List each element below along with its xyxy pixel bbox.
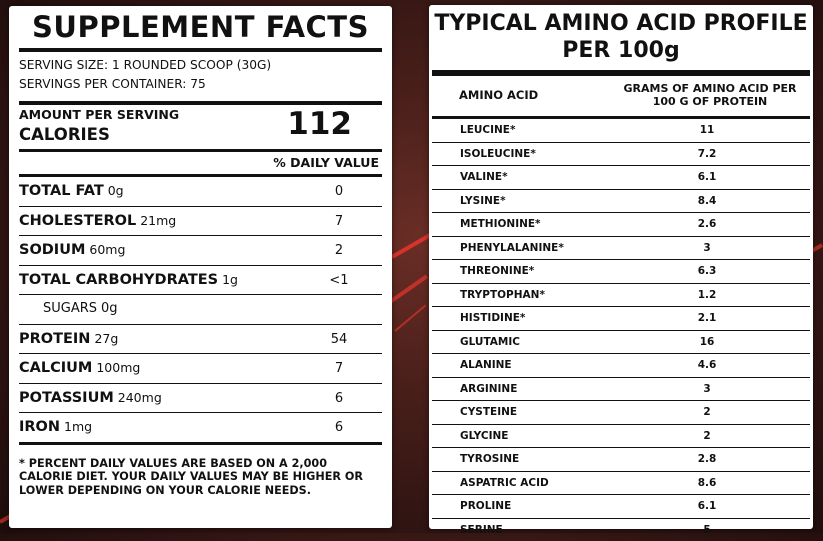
nutrient-row-potassium [19, 383, 382, 413]
amino-name: VALINE* [460, 171, 508, 183]
amino-value: 4.6 [677, 359, 737, 371]
amino-row [432, 143, 810, 167]
amino-value: 2.8 [677, 453, 737, 465]
amino-value: 5 [677, 524, 737, 536]
amino-row [432, 284, 810, 308]
amino-row [432, 448, 810, 472]
amino-value: 3 [677, 242, 737, 254]
amino-name: SERINE [460, 524, 503, 536]
amino-value: 2 [677, 406, 737, 418]
amino-name: LEUCINE* [460, 124, 515, 136]
amino-name: TRYPTOPHAN* [460, 289, 545, 301]
amino-value: 2 [677, 430, 737, 442]
nutrient-row-cholesterol [19, 206, 382, 236]
bg-stripe [394, 305, 426, 332]
amino-value: 16 [677, 336, 737, 348]
amino-value: 8.6 [677, 477, 737, 489]
nutrient-row-iron [19, 412, 382, 445]
amino-row [432, 260, 810, 284]
nutrient-name: CHOLESTEROL [19, 213, 136, 229]
amino-name: GLUTAMIC [460, 336, 520, 348]
nutrient-name: PROTEIN [19, 331, 90, 347]
nutrient-dv: 54 [319, 332, 359, 347]
amino-name: HISTIDINE* [460, 312, 525, 324]
amino-row [432, 401, 810, 425]
nutrient-name: TOTAL CARBOHYDRATES [19, 272, 218, 288]
nutrient-dv: 7 [319, 214, 359, 229]
amino-name: THREONINE* [460, 265, 534, 277]
nutrient-name: CALCIUM [19, 360, 92, 376]
amino-name: ASPATRIC ACID [460, 477, 549, 489]
amino-value: 3 [677, 383, 737, 395]
bg-stripe [389, 275, 428, 304]
nutrient-name: TOTAL FAT [19, 183, 104, 199]
nutrient-row-sodium [19, 235, 382, 265]
nutrient-amount: 60mg [89, 242, 125, 257]
amino-name: LYSINE* [460, 195, 506, 207]
amino-table-header [432, 76, 810, 116]
amino-value: 6.1 [677, 171, 737, 183]
amino-profile-title [429, 5, 813, 70]
amino-value: 7.2 [677, 148, 737, 160]
column-header-grams-line1: GRAMS OF AMINO ACID PER [610, 82, 810, 95]
amino-name: ARGININE [460, 383, 517, 395]
nutrient-name: SUGARS [43, 301, 97, 316]
nutrient-dv: <1 [319, 273, 359, 288]
amino-name: METHIONINE* [460, 218, 541, 230]
amino-value: 11 [677, 124, 737, 136]
nutrient-name: SODIUM [19, 242, 85, 258]
amino-acid-profile-panel [429, 5, 813, 529]
amino-profile-title-line2: PER 100g [429, 37, 813, 64]
nutrient-name: POTASSIUM [19, 390, 114, 406]
amino-row [432, 519, 810, 541]
amino-value: 8.4 [677, 195, 737, 207]
amino-row [432, 213, 810, 237]
amino-name: PROLINE [460, 500, 511, 512]
nutrient-amount: 27g [94, 331, 118, 346]
nutrient-row-protein [19, 324, 382, 354]
amino-value: 6.3 [677, 265, 737, 277]
amino-row [432, 354, 810, 378]
amino-row [432, 472, 810, 496]
amino-name: CYSTEINE [460, 406, 517, 418]
amino-name: PHENYLALANINE* [460, 242, 564, 254]
nutrient-amount: 1mg [64, 419, 92, 434]
nutrient-dv: 6 [319, 420, 359, 435]
nutrient-amount: 21mg [140, 213, 176, 228]
calories-value: 112 [287, 106, 352, 142]
daily-value-footnote: * PERCENT DAILY VALUES ARE BASED ON A 2,000 CALORIE DIET. YOUR DAILY VALUES MAY BE HIGHER OR LOWER DEPENDING ON YOUR CALORIE NEEDS. [19, 457, 382, 498]
calories-label: CALORIES [19, 125, 110, 144]
serving-info [19, 52, 382, 94]
nutrient-dv: 0 [319, 184, 359, 199]
amino-name: ALANINE [460, 359, 512, 371]
nutrient-amount: 100mg [96, 360, 140, 375]
amount-per-serving-label: AMOUNT PER SERVING [19, 107, 179, 122]
nutrient-amount: 0g [108, 183, 124, 198]
column-header-amino-acid: AMINO ACID [459, 88, 538, 102]
amino-value: 6.1 [677, 500, 737, 512]
amino-row [432, 190, 810, 214]
supplement-facts-title: SUPPLEMENT FACTS [9, 6, 392, 48]
amino-profile-title-line1: TYPICAL AMINO ACID PROFILE [429, 10, 813, 37]
column-header-grams [610, 82, 810, 108]
amino-value: 1.2 [677, 289, 737, 301]
amino-row [432, 166, 810, 190]
nutrient-amount: 1g [222, 272, 238, 287]
nutrient-amount: 240mg [118, 390, 162, 405]
amino-name: ISOLEUCINE* [460, 148, 536, 160]
calories-block [19, 105, 382, 149]
nutrient-dv: 2 [319, 243, 359, 258]
amino-value: 2.1 [677, 312, 737, 324]
nutrient-row-total-fat [19, 174, 382, 206]
supplement-facts-panel [9, 6, 392, 528]
nutrient-row-calcium [19, 353, 382, 383]
amino-row [432, 331, 810, 355]
amino-row [432, 307, 810, 331]
nutrient-dv: 7 [319, 361, 359, 376]
amino-row [432, 495, 810, 519]
amino-row [432, 237, 810, 261]
amino-name: GLYCINE [460, 430, 508, 442]
serving-size: SERVING SIZE: 1 ROUNDED SCOOP (30G) [19, 56, 382, 75]
nutrient-amount: 0g [101, 301, 118, 316]
amino-value: 2.6 [677, 218, 737, 230]
servings-per-container: SERVINGS PER CONTAINER: 75 [19, 75, 382, 94]
nutrient-row-sugars [19, 294, 382, 324]
daily-value-header: % DAILY VALUE [19, 152, 382, 174]
amino-name: TYROSINE [460, 453, 519, 465]
nutrient-row-total-carbohydrates [19, 265, 382, 295]
nutrient-dv: 6 [319, 391, 359, 406]
amino-row [432, 425, 810, 449]
nutrient-name: IRON [19, 419, 60, 435]
amino-row [432, 378, 810, 402]
column-header-grams-line2: 100 G OF PROTEIN [610, 95, 810, 108]
amino-row [432, 119, 810, 143]
